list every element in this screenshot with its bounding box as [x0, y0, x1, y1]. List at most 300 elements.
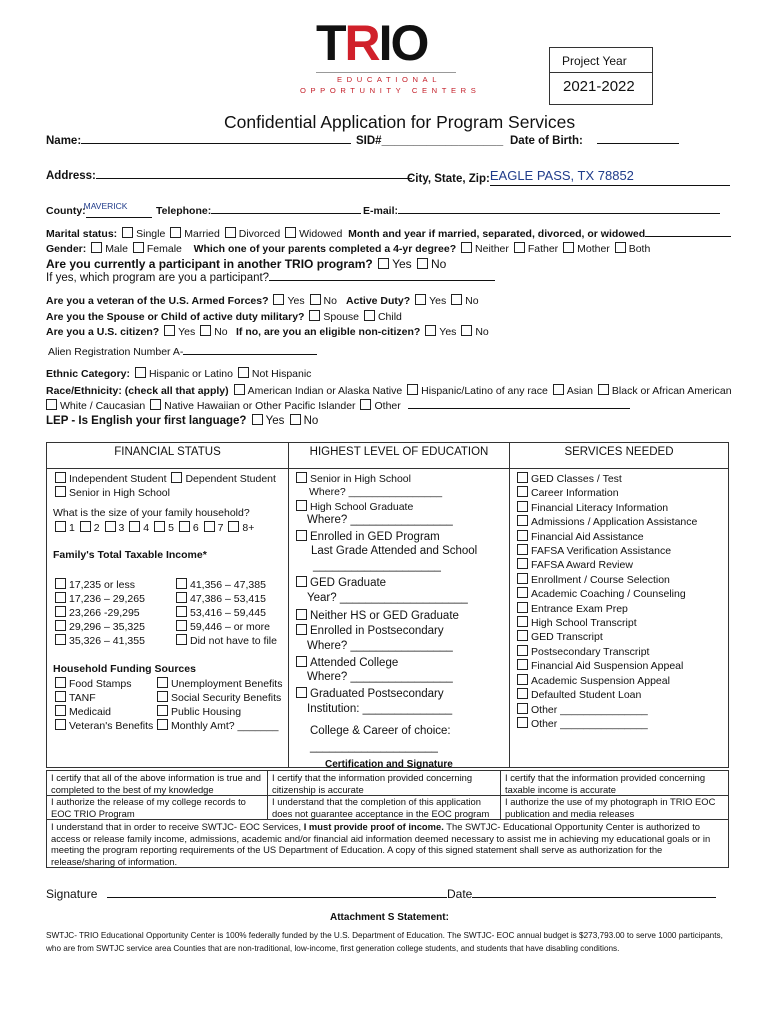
funding-checkbox[interactable]	[55, 677, 66, 688]
telephone-field[interactable]	[156, 205, 361, 217]
veteran-yes-checkbox[interactable]	[273, 294, 284, 305]
form-title: Confidential Application for Program Services	[224, 112, 576, 132]
certification-title: Certification and Signature	[325, 759, 453, 770]
funding-option: Public Housing	[171, 706, 242, 718]
edu-last-grade-input[interactable]: ____________________	[313, 560, 441, 572]
marital-single-checkbox[interactable]	[122, 227, 133, 238]
non-citizen-row	[236, 325, 489, 338]
ethnic-option: Not Hispanic	[251, 368, 312, 380]
address-field[interactable]	[46, 170, 412, 182]
edu-where-1[interactable]: Where? ________________	[309, 486, 443, 498]
funding-option: Monthly Amt? _______	[171, 720, 279, 732]
logo-subtitle-2: OPPORTUNITY CENTERS	[300, 86, 481, 95]
csz-value: EAGLE PASS, TX 78852	[489, 168, 634, 183]
service-item	[515, 530, 697, 544]
dob-field[interactable]	[510, 135, 679, 147]
gender-label: Gender:	[46, 243, 87, 255]
edu-hs-grad	[294, 500, 413, 513]
trio-participant-row	[46, 257, 446, 271]
household-size: 2	[93, 522, 100, 534]
income-checkbox[interactable]	[176, 592, 187, 603]
service-label: Postsecondary Transcript	[531, 645, 650, 658]
edu-last-grade: Last Grade Attended and School	[311, 545, 478, 557]
yes-label: Yes	[265, 415, 285, 427]
service-item	[515, 472, 697, 486]
service-label: Career Information	[531, 487, 619, 500]
household-size-question: What is the size of your family household?	[53, 507, 250, 519]
cert-accuracy: I certify that all of the above information is true and completed to the best of my knowledge	[51, 772, 262, 795]
funding-option: Unemployment Benefits	[171, 678, 283, 690]
edu-checkbox[interactable]	[296, 687, 307, 698]
cert-no-guarantee: I understand that the completion of this application does not guarantee acceptance in the EOC program	[272, 796, 490, 819]
service-item	[515, 602, 697, 616]
county-value: MAVERICK	[83, 201, 128, 211]
gender-male-checkbox[interactable]	[91, 242, 102, 253]
independent-student-checkbox[interactable]	[55, 472, 66, 483]
marital-status-row	[46, 227, 731, 240]
household-4-checkbox[interactable]	[129, 521, 140, 532]
marital-married-checkbox[interactable]	[170, 227, 181, 238]
email-field[interactable]	[363, 205, 720, 217]
household-size: 7	[217, 522, 224, 534]
no-label: No	[430, 257, 447, 271]
no-label: No	[214, 326, 228, 338]
parents-both-checkbox[interactable]	[615, 242, 626, 253]
household-size: 8+	[242, 522, 255, 534]
active-duty-question: Active Duty?	[346, 295, 411, 307]
cert-citizenship: I certify that the information provided concerning citizenship is accurate	[272, 772, 473, 795]
no-label: No	[465, 295, 479, 307]
edu-option: Senior in High School	[310, 473, 411, 485]
signature-field[interactable]	[46, 887, 447, 901]
service-checkbox[interactable]	[517, 544, 528, 555]
income-checkbox[interactable]	[55, 592, 66, 603]
edu-checkbox[interactable]	[296, 656, 307, 667]
spouse-question: Are you the Spouse or Child of active duty military?	[46, 311, 305, 323]
lep-yes-checkbox[interactable]	[252, 414, 263, 425]
yes-label: Yes	[392, 257, 412, 271]
ethnic-row	[46, 367, 311, 380]
attachment-title: Attachment S Statement:	[330, 912, 449, 923]
edu-postsec-enrolled	[294, 624, 444, 637]
service-label: GED Transcript	[531, 631, 603, 644]
edu-option: Attended College	[310, 657, 399, 669]
yes-label: Yes	[178, 326, 196, 338]
marital-divorced-checkbox[interactable]	[225, 227, 236, 238]
active-no-checkbox[interactable]	[451, 294, 462, 305]
status-option: Senior in High School	[69, 487, 170, 499]
signature-label: Signature	[46, 887, 98, 901]
trio-program-input[interactable]	[269, 280, 495, 281]
race-option: American Indian or Alaska Native	[247, 385, 403, 397]
service-label: Defaulted Student Loan	[531, 689, 642, 702]
edu-where-2[interactable]: Where? ________________	[307, 514, 453, 526]
edu-checkbox[interactable]	[296, 609, 307, 620]
cert-text: I understand that in order to receive SWTJC- EOC Services,	[51, 821, 304, 832]
race-option: Black or African American	[611, 385, 732, 397]
senior-hs-checkbox[interactable]	[55, 486, 66, 497]
service-checkbox[interactable]	[517, 616, 528, 627]
marital-option: Divorced	[238, 228, 281, 240]
trio-yes-checkbox[interactable]	[378, 258, 389, 269]
service-checkbox[interactable]	[517, 472, 528, 483]
senior-hs-row	[53, 486, 170, 499]
service-item	[515, 717, 697, 731]
cert-proof-of-income	[51, 821, 721, 867]
alien-number-input[interactable]	[183, 354, 317, 355]
race-white-checkbox[interactable]	[46, 399, 57, 410]
parents-neither-checkbox[interactable]	[461, 242, 472, 253]
telephone-label: Telephone:	[156, 205, 212, 217]
income-option: 35,326 – 41,355	[69, 635, 145, 647]
household-size: 3	[118, 522, 125, 534]
service-item	[515, 573, 697, 587]
household-7-checkbox[interactable]	[204, 521, 215, 532]
race-other-checkbox[interactable]	[360, 399, 371, 410]
service-item	[515, 515, 697, 529]
service-checkbox[interactable]	[517, 717, 528, 728]
race-black-checkbox[interactable]	[598, 384, 609, 395]
service-checkbox[interactable]	[517, 501, 528, 512]
financial-status-header: FINANCIAL STATUS	[114, 446, 221, 458]
lep-question: LEP - Is English your first language?	[46, 415, 247, 427]
edu-career-choice: College & Career of choice:	[310, 725, 451, 737]
cert-records-release: I authorize the release of my college records to EOC TRIO Program	[51, 796, 246, 819]
trio-followup-row	[46, 272, 495, 284]
income-option: 47,386 – 53,415	[190, 593, 266, 605]
child-checkbox[interactable]	[364, 310, 375, 321]
income-option: 23,266 -29,295	[69, 607, 140, 619]
spouse-option: Spouse	[323, 311, 360, 323]
trio-logo: TRIO	[316, 15, 428, 71]
income-checkbox[interactable]	[176, 578, 187, 589]
funding-checkbox[interactable]	[55, 691, 66, 702]
edu-year[interactable]: Year? ____________________	[307, 592, 468, 604]
address-label: Address:	[46, 170, 96, 182]
income-checkbox[interactable]	[176, 634, 187, 645]
income-option: 29,296 – 35,325	[69, 621, 145, 633]
service-label: FAFSA Verification Assistance	[531, 545, 672, 558]
hispanic-checkbox[interactable]	[135, 367, 146, 378]
service-checkbox[interactable]	[517, 659, 528, 670]
funding-option: Social Security Benefits	[171, 692, 282, 704]
marital-widowed-checkbox[interactable]	[285, 227, 296, 238]
race-asian-checkbox[interactable]	[553, 384, 564, 395]
household-size: 6	[192, 522, 199, 534]
funding-checkbox[interactable]	[157, 719, 168, 730]
edu-career-input[interactable]: ____________________	[310, 741, 438, 753]
service-label: GED Classes / Test	[531, 473, 622, 485]
race-option: Native Hawaiian or Other Pacific Islander	[164, 400, 356, 412]
income-option: Did not have to file	[190, 635, 277, 647]
race-pacific-checkbox[interactable]	[150, 399, 161, 410]
service-item	[515, 659, 697, 673]
edu-ged-enrolled	[294, 530, 440, 543]
date-label: Date	[447, 887, 473, 901]
student-status-row	[53, 472, 276, 485]
service-checkbox[interactable]	[517, 703, 528, 714]
service-checkbox[interactable]	[517, 530, 528, 541]
service-label: Enrollment / Course Selection	[531, 573, 670, 586]
service-label: Academic Suspension Appeal	[531, 674, 670, 687]
income-option: 59,446 – or more	[190, 621, 270, 633]
household-size-row	[53, 521, 254, 534]
marital-label: Marital status:	[46, 228, 118, 240]
alien-label: Alien Registration Number A-	[48, 346, 184, 358]
veteran-question: Are you a veteran of the U.S. Armed Forces?	[46, 295, 269, 307]
email-label: E-mail:	[363, 205, 399, 217]
edu-grad-postsec	[294, 687, 444, 700]
edu-checkbox[interactable]	[296, 500, 307, 511]
project-year-value: 2021-2022	[563, 78, 635, 95]
parents-option: Neither	[475, 243, 509, 255]
service-checkbox[interactable]	[517, 630, 528, 641]
income-checkbox[interactable]	[55, 606, 66, 617]
active-yes-checkbox[interactable]	[415, 294, 426, 305]
citizen-no-checkbox[interactable]	[200, 325, 211, 336]
funding-checkbox[interactable]	[55, 719, 66, 730]
citizen-question: Are you a U.S. citizen?	[46, 326, 160, 338]
household-size: 5	[168, 522, 174, 534]
edu-option: Graduated Postsecondary	[310, 688, 444, 700]
race-label: Race/Ethnicity: (check all that apply)	[46, 385, 229, 397]
edu-attended-college	[294, 656, 398, 669]
income-option: 17,235 or less	[69, 579, 135, 591]
household-6-checkbox[interactable]	[179, 521, 190, 532]
household-size: 1	[69, 522, 75, 534]
program-services-table	[46, 442, 729, 768]
edu-option: Neither HS or GED Graduate	[310, 610, 459, 622]
county-field[interactable]	[46, 201, 152, 218]
logo-subtitle-1: EDUCATIONAL	[337, 75, 442, 84]
gender-row	[46, 242, 650, 255]
name-field[interactable]	[46, 135, 351, 147]
yes-label: Yes	[429, 295, 447, 307]
month-year-label: Month and year if married, separated, divorced, or widowed	[348, 228, 646, 240]
funding-sources-label: Household Funding Sources	[53, 663, 196, 675]
income-checkbox[interactable]	[176, 620, 187, 631]
yes-label: Yes	[287, 295, 305, 307]
service-label: High School Transcript	[531, 617, 637, 630]
ethnic-label: Ethnic Category:	[46, 368, 131, 380]
funding-list-left	[53, 677, 153, 733]
income-list-left	[53, 578, 145, 648]
income-option: 41,356 – 47,385	[190, 579, 266, 591]
csz-label: City, State, Zip:	[407, 173, 490, 185]
spouse-option: Child	[377, 311, 402, 323]
marital-option: Single	[136, 228, 166, 240]
service-item	[515, 587, 697, 601]
income-checkbox[interactable]	[55, 620, 66, 631]
no-label: No	[475, 326, 489, 338]
gender-female-checkbox[interactable]	[133, 242, 144, 253]
income-checkbox[interactable]	[176, 606, 187, 617]
parents-option: Both	[628, 243, 651, 255]
trio-question: Are you currently a participant in another TRIO program?	[46, 257, 373, 271]
lep-row	[46, 414, 318, 427]
non-citizen-question: If no, are you an eligible non-citizen?	[236, 326, 421, 338]
noncitizen-yes-checkbox[interactable]	[425, 325, 436, 336]
certification-table	[46, 770, 729, 868]
service-item	[515, 630, 697, 644]
edu-option: Enrolled in Postsecondary	[310, 625, 444, 637]
citizen-row	[46, 325, 228, 338]
service-label: Admissions / Application Assistance	[531, 516, 698, 529]
income-list-right	[174, 578, 277, 648]
trio-no-checkbox[interactable]	[417, 258, 428, 269]
cert-income: I certify that the information provided concerning taxable income is accurate	[505, 772, 706, 795]
edu-option: GED Graduate	[310, 577, 387, 589]
attachment-statement: SWTJC- TRIO Educational Opportunity Center is 100% federally funded by the U.S. Department of Education. The SWTJC- EOC annual budget is $273,793.00 to serve 1000 participants, who are from SWTJC service area Counties that are non-traditional, low-income, first generation college students, and students that have disabling conditions.	[46, 931, 723, 953]
income-checkbox[interactable]	[55, 634, 66, 645]
service-checkbox[interactable]	[517, 688, 528, 699]
race-option: Hispanic/Latino of any race	[421, 385, 548, 397]
service-item	[515, 688, 697, 702]
veteran-no-checkbox[interactable]	[310, 294, 321, 305]
service-item	[515, 674, 697, 688]
service-checkbox[interactable]	[517, 674, 528, 685]
income-checkbox[interactable]	[55, 578, 66, 589]
funding-checkbox[interactable]	[55, 705, 66, 716]
edu-neither	[294, 609, 459, 622]
edu-option: High School Graduate	[310, 501, 414, 513]
dob-label: Date of Birth:	[510, 135, 583, 147]
service-label: Financial Aid Assistance	[531, 530, 644, 543]
race-option: White / Caucasian	[60, 400, 146, 412]
city-state-zip-field[interactable]	[407, 170, 730, 186]
service-checkbox[interactable]	[517, 573, 528, 584]
edu-senior-hs	[294, 472, 411, 485]
edu-ged-grad	[294, 576, 386, 589]
services-header: SERVICES NEEDED	[564, 446, 674, 458]
not-hispanic-checkbox[interactable]	[238, 367, 249, 378]
service-label: Other _______________	[531, 717, 648, 730]
service-checkbox[interactable]	[517, 587, 528, 598]
spouse-checkbox[interactable]	[309, 310, 320, 321]
gender-option: Female	[146, 243, 182, 255]
edu-institution[interactable]: Institution: ______________	[307, 703, 453, 715]
alien-registration-row	[48, 346, 317, 358]
service-item	[515, 558, 697, 572]
race-hispanic-checkbox[interactable]	[407, 384, 418, 395]
household-5-checkbox[interactable]	[154, 521, 165, 532]
no-label: No	[303, 415, 319, 427]
funding-checkbox[interactable]	[157, 705, 168, 716]
edu-option: Enrolled in GED Program	[310, 531, 440, 543]
service-label: Academic Coaching / Counseling	[531, 588, 686, 601]
service-item	[515, 645, 697, 659]
service-checkbox[interactable]	[517, 602, 528, 613]
edu-checkbox[interactable]	[296, 472, 307, 483]
date-field[interactable]	[447, 887, 716, 901]
funding-option: TANF	[69, 692, 96, 704]
funding-list-right	[155, 677, 282, 733]
service-checkbox[interactable]	[517, 645, 528, 656]
sid-field[interactable]	[356, 135, 503, 147]
noncitizen-no-checkbox[interactable]	[461, 325, 472, 336]
lep-no-checkbox[interactable]	[290, 414, 301, 425]
race-row-1	[46, 384, 732, 397]
funding-option: Veteran's Benefits	[69, 720, 154, 732]
parents-mother-checkbox[interactable]	[563, 242, 574, 253]
race-american-indian-checkbox[interactable]	[234, 384, 245, 395]
household-size: 4	[143, 522, 150, 534]
sid-label: SID#___________________	[356, 135, 504, 147]
household-1-checkbox[interactable]	[55, 521, 66, 532]
yes-label: Yes	[439, 326, 457, 338]
service-item	[515, 544, 697, 558]
service-item	[515, 616, 697, 630]
services-list	[515, 472, 697, 731]
veteran-row	[46, 294, 337, 307]
edu-where-4[interactable]: Where? ________________	[307, 671, 453, 683]
service-label: FAFSA Award Review	[531, 559, 633, 572]
edu-checkbox[interactable]	[296, 576, 307, 587]
name-label: Name:	[46, 135, 82, 147]
marital-option: Widowed	[299, 228, 343, 240]
household-2-checkbox[interactable]	[80, 521, 91, 532]
gender-option: Male	[105, 243, 128, 255]
race-row-2	[44, 399, 630, 412]
no-label: No	[323, 295, 337, 307]
service-checkbox[interactable]	[517, 558, 528, 569]
spouse-child-row	[46, 310, 402, 323]
service-label: Other _______________	[531, 703, 648, 716]
service-checkbox[interactable]	[517, 486, 528, 497]
service-item	[515, 501, 697, 515]
ethnic-option: Hispanic or Latino	[148, 368, 233, 380]
service-item	[515, 703, 697, 717]
race-option: Asian	[566, 385, 593, 397]
race-other-input[interactable]	[408, 408, 630, 409]
service-checkbox[interactable]	[517, 515, 528, 526]
active-duty-row	[346, 294, 479, 307]
funding-option: Food Stamps	[69, 678, 132, 690]
trio-followup-label: If yes, which program are you a participant?	[46, 272, 270, 284]
project-year-box	[549, 47, 653, 105]
citizen-yes-checkbox[interactable]	[164, 325, 175, 336]
funding-option: Medicaid	[69, 706, 112, 718]
month-year-input[interactable]	[645, 236, 731, 237]
parents-father-checkbox[interactable]	[514, 242, 525, 253]
marital-option: Married	[184, 228, 220, 240]
funding-checkbox[interactable]	[157, 677, 168, 688]
logo-divider	[316, 72, 456, 73]
cert-photo-release: I authorize the use of my photograph in TRIO EOC publication and media releases	[505, 796, 716, 819]
edu-checkbox[interactable]	[296, 624, 307, 635]
income-option: 53,416 – 59,445	[190, 607, 266, 619]
race-option: Other	[374, 400, 401, 412]
parents-option: Father	[527, 243, 559, 255]
edu-checkbox[interactable]	[296, 530, 307, 541]
parents-option: Mother	[577, 243, 610, 255]
status-option: Dependent Student	[185, 473, 276, 485]
income-option: 17,236 – 29,265	[69, 593, 145, 605]
household-8plus-checkbox[interactable]	[228, 521, 239, 532]
funding-checkbox[interactable]	[157, 691, 168, 702]
status-option: Independent Student	[69, 473, 167, 485]
service-label: Financial Literacy Information	[531, 501, 669, 514]
project-year-label: Project Year	[562, 54, 627, 68]
service-label: Financial Aid Suspension Appeal	[531, 660, 684, 673]
cert-text: The SWTJC- Educational Opportunity Center is authorized to access or release family income, admissions, academic and/or financial aid information deemed necessary to assist me in achieving my educational goals or in meeting the program reporting requirements of the US Department of Education. A copy of this signed statement shall serve as authorization for the release/sharing of information.	[51, 821, 711, 867]
edu-where-3[interactable]: Where? ________________	[307, 640, 453, 652]
dependent-student-checkbox[interactable]	[171, 472, 182, 483]
parents-degree-question: Which one of your parents completed a 4-yr degree?	[193, 243, 457, 255]
household-3-checkbox[interactable]	[105, 521, 116, 532]
cert-text-bold: I must provide proof of income.	[303, 821, 444, 832]
service-label: Entrance Exam Prep	[531, 602, 628, 615]
